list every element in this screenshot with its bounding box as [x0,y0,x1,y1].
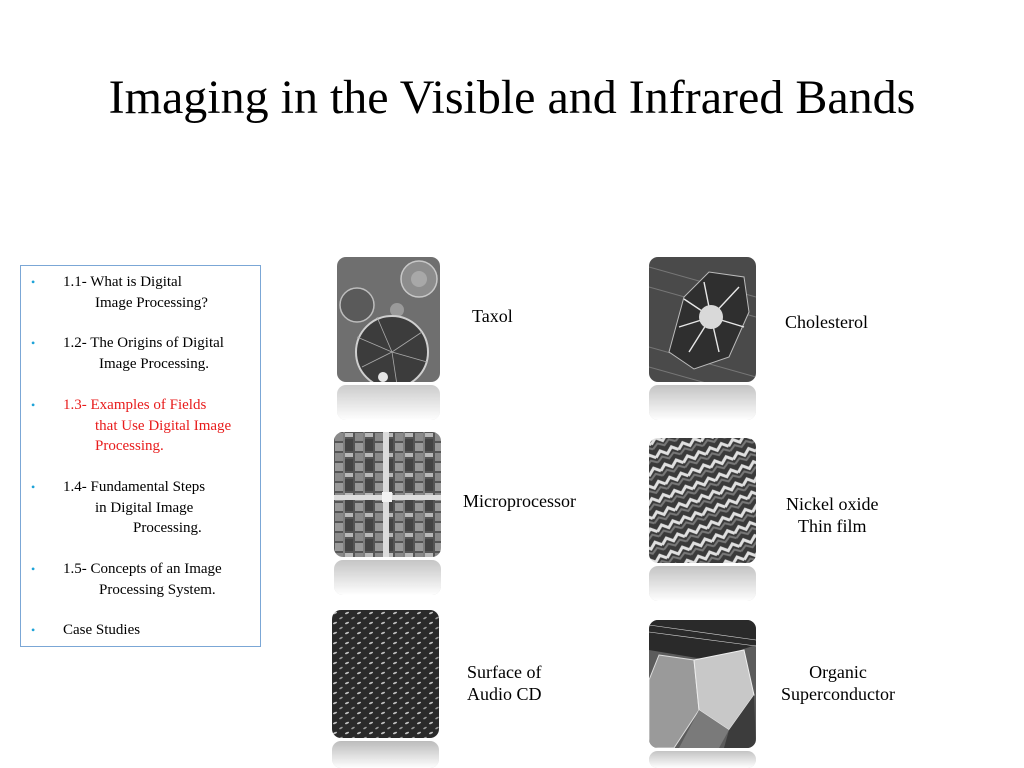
toc-item-1-3[interactable] [21,395,261,457]
audio-cd-image [332,610,439,738]
slide-title: Imaging in the Visible and Infrared Bands [108,71,916,124]
bullet-icon: • [31,562,36,576]
taxol-reflection [337,385,440,420]
cholesterol-image [649,257,756,382]
toc-item-line: 1.4- Fundamental Steps [63,479,206,495]
bullet-icon: • [31,623,36,637]
toc-item-line: Case Studies [63,622,141,638]
toc-item-line: Processing. [95,438,164,454]
audio-cd-caption: Surface of Audio CD [467,662,542,704]
audio-cd-reflection [332,741,439,768]
toc-item-line: 1.1- What is Digital [63,274,182,290]
toc-item-line: that Use Digital Image [95,417,232,434]
toc-item-line: Image Processing? [95,294,208,311]
taxol-caption: Taxol [472,306,513,326]
toc-item-1-2[interactable] [21,333,261,374]
microprocessor-reflection [334,560,441,595]
bullet-icon: • [31,480,36,494]
superconductor-image [649,620,756,748]
cholesterol-caption: Cholesterol [785,312,868,332]
nickel-oxide-image [649,438,756,563]
toc-item-line: 1.2- The Origins of Digital [63,335,224,351]
toc-item-line: in Digital Image [95,499,194,516]
toc-item-case-studies[interactable] [21,620,261,641]
nickel-oxide-caption: Nickel oxide Thin film [786,494,879,536]
toc-item-line: Image Processing. [99,355,209,372]
superconductor-caption: Organic Superconductor [781,662,895,704]
bullet-icon: • [31,398,36,412]
microprocessor-image [334,432,441,557]
toc-item-line: 1.3- Examples of Fields [63,397,207,413]
bullet-icon: • [31,336,36,350]
toc-item-1-5[interactable] [21,559,261,600]
microprocessor-caption: Microprocessor [463,491,576,511]
nickel-oxide-reflection [649,566,756,601]
toc-box [20,265,261,647]
toc-item-line: Processing System. [99,581,216,598]
toc-item-line: 1.5- Concepts of an Image [63,561,222,577]
cholesterol-reflection [649,385,756,420]
toc-item-1-1[interactable] [21,272,261,313]
bullet-icon: • [31,275,36,289]
toc-item-line: Processing. [133,520,202,536]
superconductor-reflection [649,751,756,768]
toc-item-1-4[interactable] [21,477,261,539]
taxol-image [337,257,440,382]
